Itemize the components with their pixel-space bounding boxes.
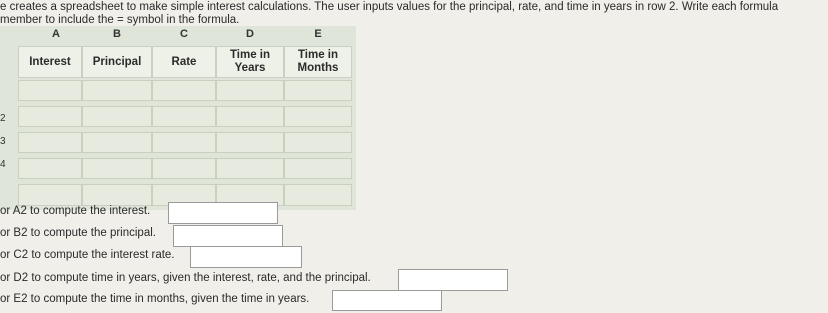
cell-c2 bbox=[152, 80, 216, 101]
header-line: Time in bbox=[297, 49, 339, 61]
header-line: Principal bbox=[92, 55, 142, 68]
column-letter-c: C bbox=[180, 28, 188, 40]
header-line: Rate bbox=[171, 55, 197, 68]
answer-box-c2[interactable] bbox=[190, 246, 302, 268]
cell-a4 bbox=[18, 132, 82, 153]
row-marker-2: 2 bbox=[0, 113, 6, 124]
cell-c4 bbox=[152, 132, 216, 153]
cell-e6 bbox=[284, 184, 352, 206]
question-e2: or E2 to compute the time in months, given the time in years. bbox=[0, 293, 310, 305]
cell-c5 bbox=[152, 158, 216, 179]
header-principal bbox=[82, 46, 152, 78]
column-letter-e: E bbox=[314, 28, 322, 40]
cell-e5 bbox=[284, 158, 352, 179]
column-letter-a: A bbox=[52, 28, 60, 40]
question-d2: or D2 to compute time in years, given the interest, rate, and the principal. bbox=[0, 272, 371, 284]
header-line: Months bbox=[297, 62, 339, 74]
row-marker-4: 4 bbox=[0, 159, 6, 170]
column-letter-b: B bbox=[113, 28, 121, 40]
cell-b4 bbox=[82, 132, 152, 153]
cell-d5 bbox=[216, 158, 284, 179]
cell-b5 bbox=[82, 158, 152, 179]
cell-b2 bbox=[82, 80, 152, 101]
instruction-line-2: member to include the = symbol in the formula. bbox=[0, 14, 240, 26]
header-line: Time in bbox=[229, 49, 271, 61]
instruction-line-1: e creates a spreadsheet to make simple interest calculations. The user inputs values for the principal, rate, and time in years in row 2. Write each formula bbox=[0, 1, 779, 13]
answer-box-a2[interactable] bbox=[168, 202, 278, 224]
cell-d3 bbox=[216, 106, 284, 127]
cell-e4 bbox=[284, 132, 352, 153]
cell-e3 bbox=[284, 106, 352, 127]
answer-box-d2[interactable] bbox=[398, 269, 508, 291]
cell-a6 bbox=[18, 184, 82, 206]
header-line: Interest bbox=[29, 55, 71, 68]
spreadsheet-image bbox=[0, 26, 356, 210]
header-interest bbox=[18, 46, 82, 78]
answer-box-e2[interactable] bbox=[332, 290, 442, 311]
cell-a3 bbox=[18, 106, 82, 127]
question-b2: or B2 to compute the principal. bbox=[0, 227, 156, 239]
header-time-years bbox=[216, 46, 284, 78]
row-marker-3: 3 bbox=[0, 136, 6, 147]
cell-a5 bbox=[18, 158, 82, 179]
column-letter-d: D bbox=[246, 28, 254, 40]
answer-box-b2[interactable] bbox=[173, 225, 283, 247]
header-rate bbox=[152, 46, 216, 78]
cell-e2 bbox=[284, 80, 352, 101]
cell-a2 bbox=[18, 80, 82, 101]
question-a2: or A2 to compute the interest. bbox=[0, 205, 151, 217]
header-line: Years bbox=[234, 62, 266, 74]
cell-b6 bbox=[82, 184, 152, 206]
cell-b3 bbox=[82, 106, 152, 127]
header-time-months bbox=[284, 46, 352, 78]
cell-d4 bbox=[216, 132, 284, 153]
question-c2: or C2 to compute the interest rate. bbox=[0, 249, 175, 261]
cell-c3 bbox=[152, 106, 216, 127]
cell-d2 bbox=[216, 80, 284, 101]
